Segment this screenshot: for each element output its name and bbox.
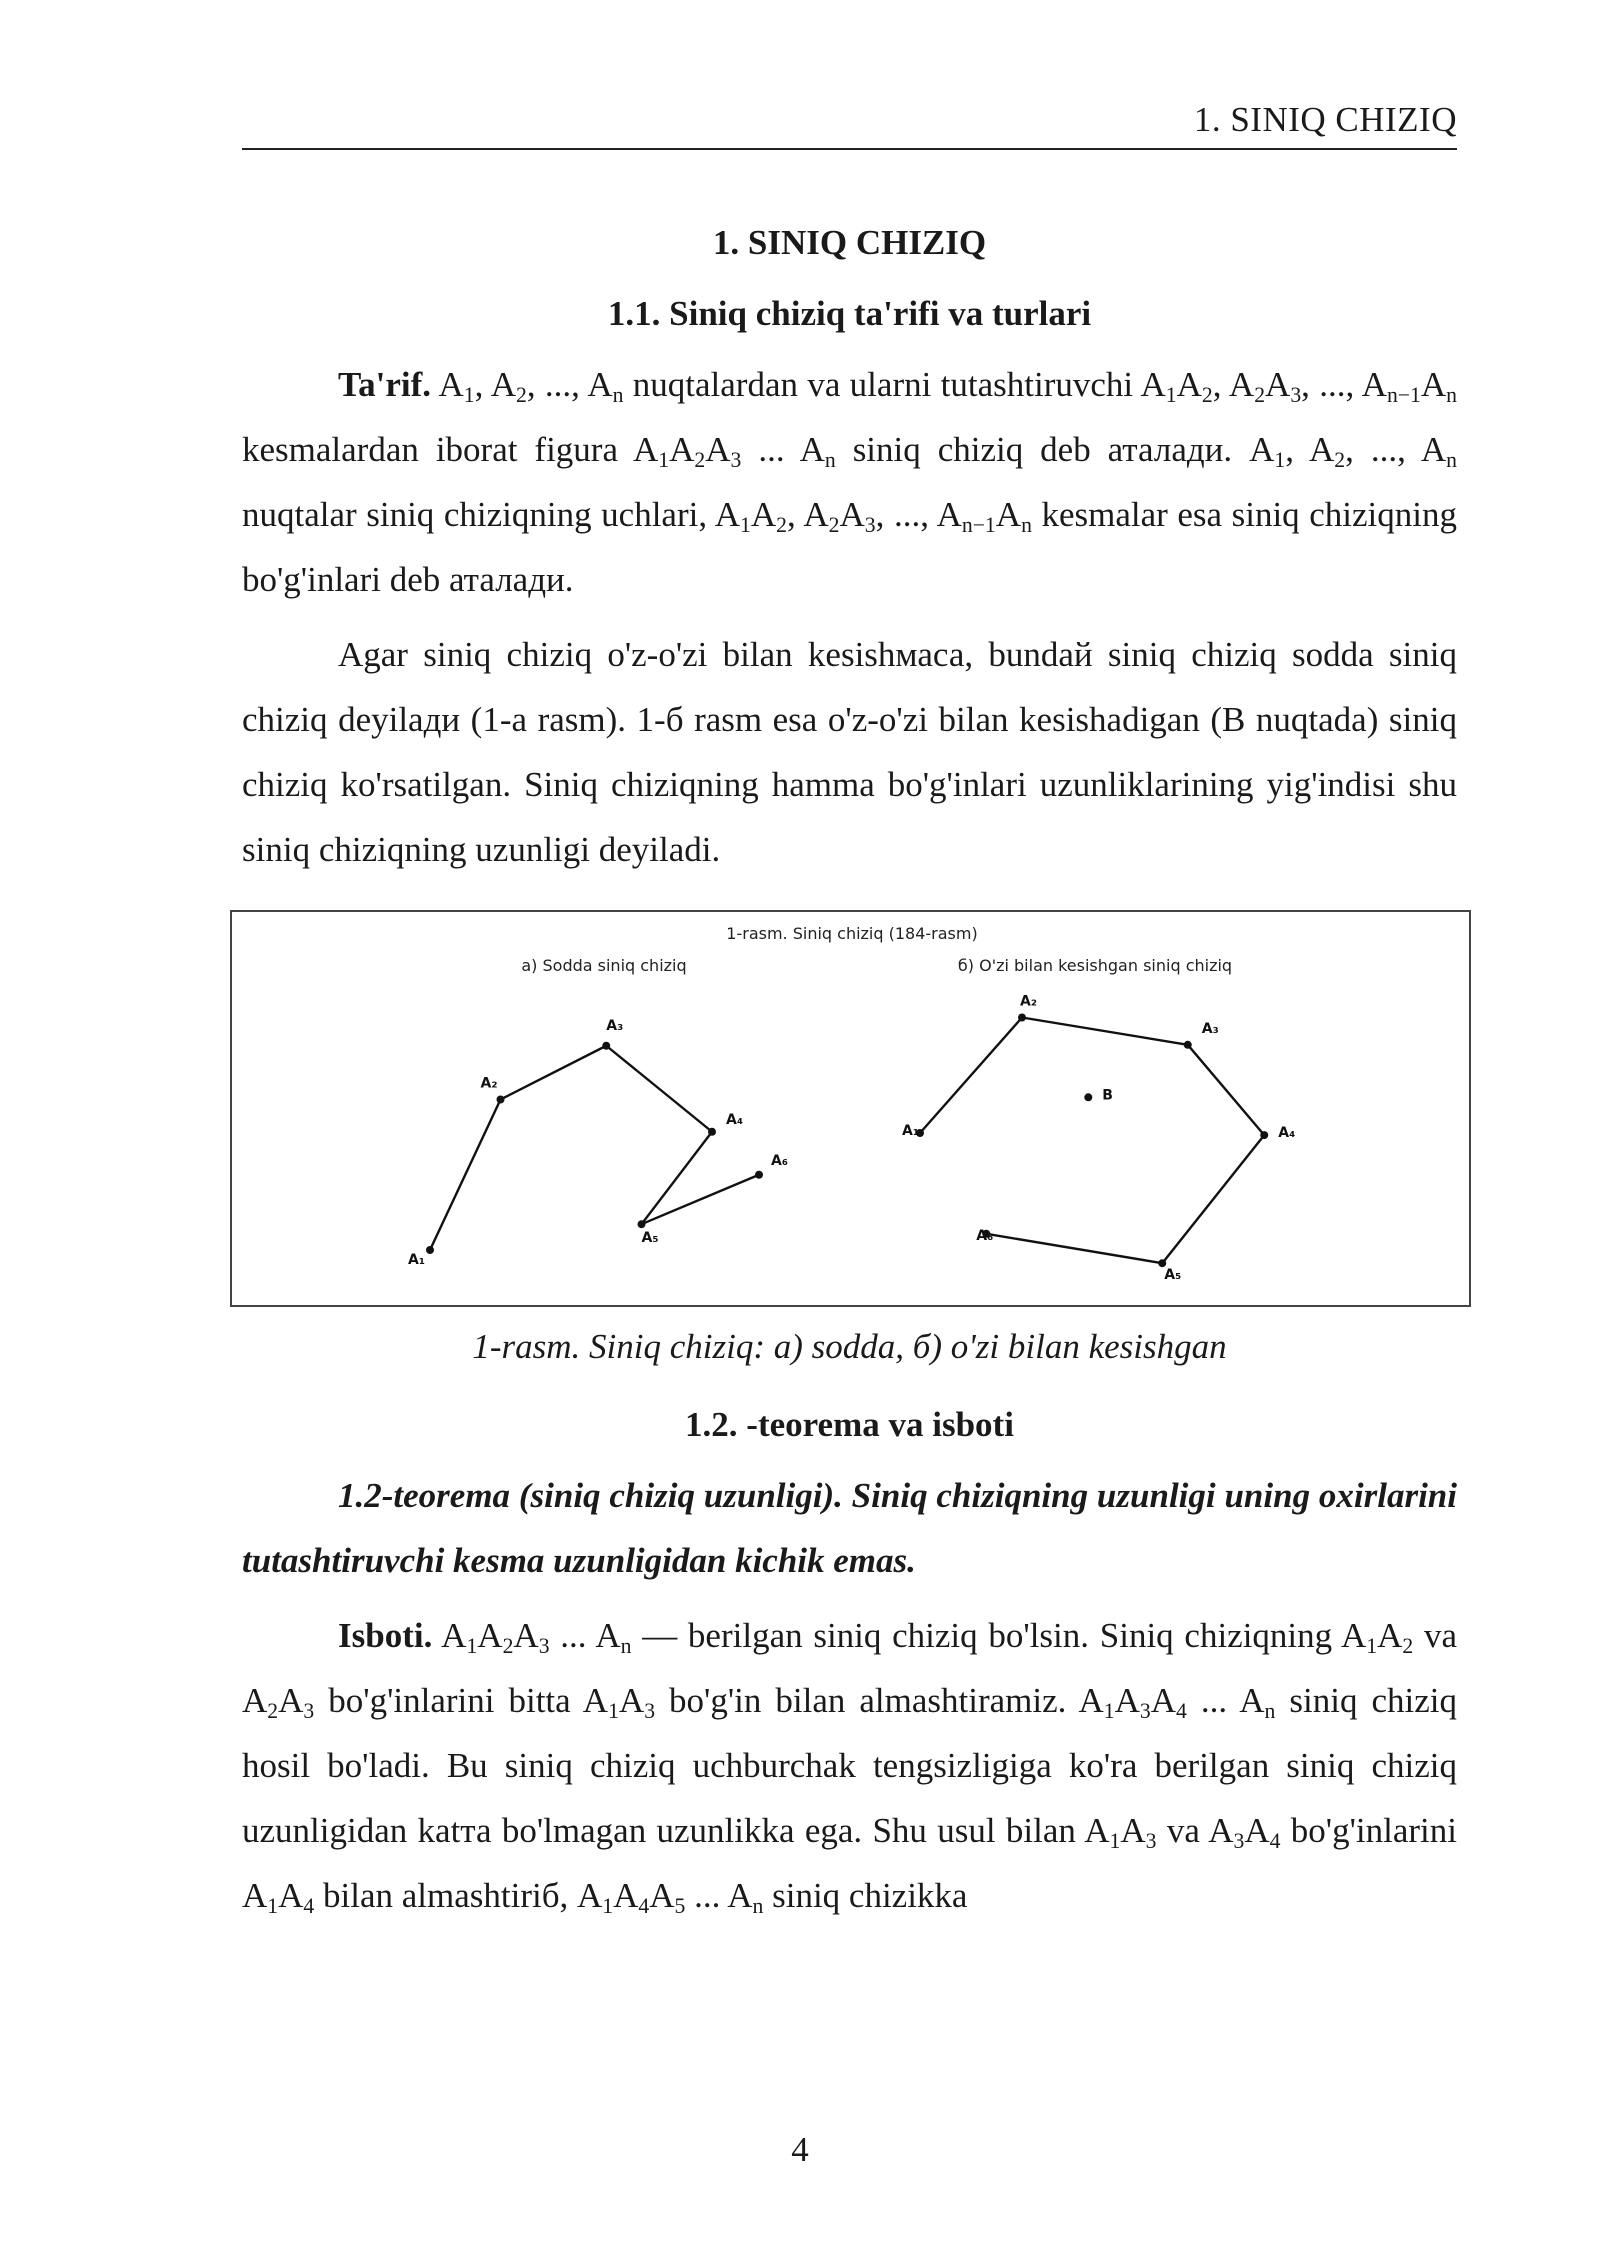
- right-panel-self-intersecting-polyline: [902, 994, 1295, 1284]
- left-panel-vertex-3: [602, 1042, 610, 1050]
- left-panel-segment-3: [606, 1046, 712, 1132]
- proof-paragraph: Isboti. $A_1A_2A_3$ ... $A_n$ — berilgan siniq chiziq bo'lsin. Siniq chiziqning $A_1A_2$ va $A_2A_3$ bo'g'inlarini bitta $A_1A_3$ bo'g'in bilan almashtiramiz. $A_1A_3A_4$ ... $A_n$ siniq chiziq hosil bo'ladi. Bu siniq chiziq uchburchak tengsizligiga ko'ra berilgan siniq chiziq uzunligidan katта bo'lmagan uzunlikka ega. Shu usul bilan $A_1A_3$ va $A_3A_4$ bo'g'inlarini $A_1A_4$ bilan almashtiriб, $A_1A_4A_5$ ... $A_n$ siniq chizikka: [242, 1616, 1457, 1918]
- page-content: [242, 210, 1457, 1928]
- section-title-1-2: 1.2. -teorema va isboti: [685, 1405, 1014, 1444]
- polyline-diagram: [232, 912, 1469, 1305]
- left-panel-segment-2: [501, 1046, 607, 1100]
- right-panel-vertex-2: [1018, 1014, 1026, 1022]
- right-panel-vertex-label-6: A₆: [976, 1227, 994, 1244]
- right-panel-segment-5: [986, 1234, 1162, 1263]
- left-panel-vertex-1: [426, 1246, 434, 1254]
- left-panel-vertex-6: [755, 1171, 763, 1179]
- right-panel-segment-4: [1162, 1135, 1264, 1263]
- running-header: [242, 100, 1457, 150]
- definition-paragraph: Ta'rif. $A_1$, $A_2$, ..., $A_n$ nuqtalardan va ularni tutashtiruvchi $A_1A_2$, $A_2A_3$, ..., $A_{n-1}A_n$ kesmalardan iborat figura $A_1A_2A_3$ ... $A_n$ siniq chiziq deb аталади. $A_1$, $A_2$, ..., $A_n$ nuqtalar siniq chiziqning uchlari, $A_1A_2$, $A_2A_3$, ..., $A_{n-1}A_n$ kesmalar esa siniq chiziqning bo'g'inlari deb аталади.: [242, 365, 1457, 599]
- left-panel-segment-1: [430, 1100, 501, 1251]
- definition-label: Ta'rif.: [338, 365, 432, 404]
- right-panel-title: б) O'zi bilan kesishgan siniq chiziq: [957, 956, 1233, 975]
- figure-title: 1-rasm. Siniq chiziq (184-rasm): [726, 924, 978, 943]
- section-title-1-1: 1.1. Siniq chiziq ta'rifi va turlari: [607, 294, 1092, 333]
- right-panel-vertex-7: [1084, 1093, 1092, 1101]
- chapter-title: 1. SINIQ CHIZIQ: [712, 223, 987, 262]
- right-panel-vertex-5: [1158, 1259, 1166, 1267]
- figure-caption: 1-rasm. Siniq chiziq: а) sodda, б) o'zi bilan kesishgan: [472, 1327, 1227, 1366]
- right-panel-segment-1: [920, 1018, 1022, 1134]
- right-panel-vertex-label-7: B: [1102, 1087, 1113, 1104]
- left-panel-vertex-label-3: A₃: [606, 1017, 624, 1034]
- right-panel-vertex-label-5: A₅: [1164, 1267, 1182, 1284]
- running-header-title: 1. SINIQ CHIZIQ: [1193, 100, 1457, 139]
- left-panel-simple-polyline: [408, 1018, 788, 1268]
- theorem-statement: 1.2-teorema (siniq chiziq uzunligi). Siniq chiziqning uzunligi uning oxirlarini tutashtiruvchi kesma uzunligidan kichik emas.: [242, 1476, 1457, 1580]
- left-panel-vertex-4: [708, 1128, 716, 1136]
- right-panel-segment-2: [1022, 1018, 1188, 1045]
- left-panel-vertex-5: [638, 1220, 646, 1228]
- right-panel-vertex-label-3: A₃: [1201, 1020, 1219, 1037]
- proof-label: Isboti.: [338, 1616, 433, 1655]
- left-panel-vertex-label-5: A₅: [641, 1230, 659, 1247]
- right-panel-segment-3: [1188, 1045, 1265, 1135]
- page-number: 4: [791, 2130, 809, 2169]
- right-panel-vertex-3: [1184, 1041, 1192, 1049]
- left-panel-title: a) Sodda siniq chiziq: [521, 956, 687, 975]
- left-panel-vertex-label-4: A₄: [726, 1111, 743, 1128]
- figure-polylines: [230, 910, 1471, 1307]
- right-panel-vertex-label-4: A₄: [1278, 1125, 1296, 1142]
- left-panel-vertex-2: [497, 1096, 505, 1104]
- left-panel-vertex-label-1: A₁: [408, 1252, 425, 1268]
- left-panel-vertex-label-6: A₆: [771, 1152, 788, 1169]
- left-panel-vertex-label-2: A₂: [480, 1075, 498, 1092]
- paragraph-self-intersection: Agar siniq chiziq o'z-o'zi bilan kesishмаса, bundaй siniq chiziq sodda siniq chiziq deyilади (1-a rasm). 1-б rasm esa o'z-o'zi bilan kesishadigan (B nuqtada) siniq chiziq ko'rsatilgan. Siniq chiziqning hamma bo'g'inlari uzunliklarining yig'indisi shu siniq chiziqning uzunligi deyiladi.: [242, 635, 1457, 869]
- right-panel-vertex-label-1: A₁: [902, 1123, 919, 1139]
- right-panel-vertex-4: [1260, 1131, 1268, 1139]
- right-panel-vertex-label-2: A₂: [1020, 993, 1037, 1010]
